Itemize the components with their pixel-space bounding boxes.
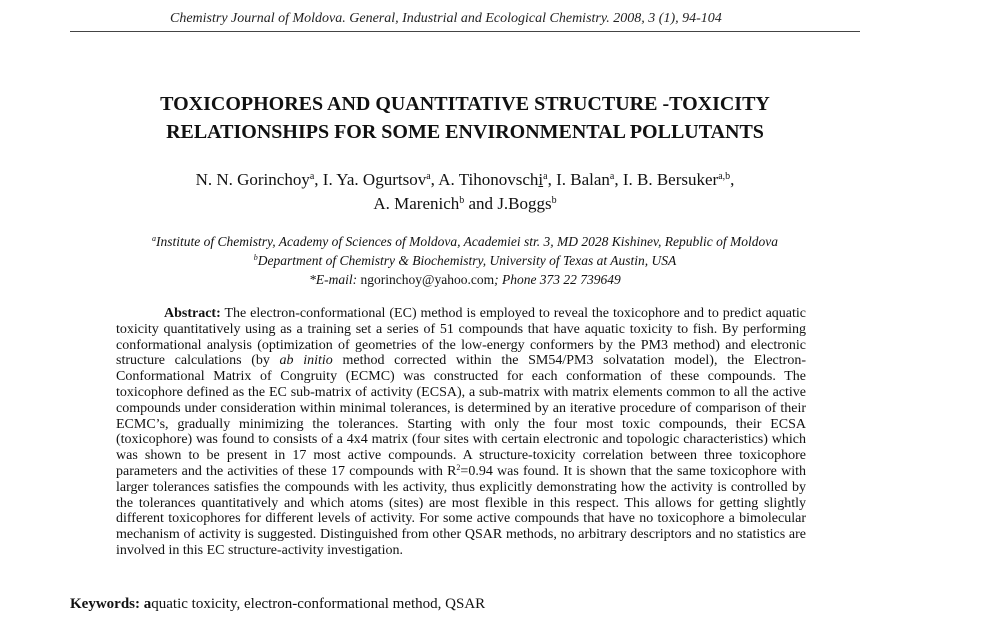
keywords — [70, 595, 860, 613]
affil-mark: b — [253, 253, 258, 262]
author-list — [70, 168, 860, 216]
abstract-text-2: method corrected within the SM54/PM3 solvatation model), the Electron-Conformational Matrix of Congruity (ECMC) was constructed for each conformation of these compounds. The toxicophore defined as the EC sub-matrix of activity (ECSA), a sub-matrix with matrix elements common to all the active compounds under consideration within minimal tolerances, is determined by an iterative procedure of comparison of their ECMC’s, gradually minimizing the tolerances. Starting with only the four most toxic compounds, their ECSA (toxicophore) was found to consists of a 4x4 matrix (four sites with certain electronic and topologic characteristics) which was shown to be present in 17 most active compounds. A structure-toxicity correlation between three toxicophore parameters and the activities of these 17 compounds with R — [116, 353, 806, 479]
author-line-2 — [70, 192, 860, 216]
author-affil-mark: b — [551, 195, 557, 206]
paper-title — [70, 90, 860, 146]
author-affil-mark: a — [609, 171, 615, 182]
author-separator: , — [614, 170, 623, 189]
abstract-label: Abstract: — [164, 306, 221, 321]
affil-text: Department of Chemistry & Biochemistry, University of Texas at Austin, USA — [257, 253, 677, 268]
author-separator: and — [464, 194, 498, 213]
author-name: I. Balan — [556, 170, 610, 189]
affil-mark: a — [151, 234, 156, 243]
affiliation-a — [70, 232, 860, 251]
abstract-italic: ab initio — [279, 353, 333, 369]
author-line-1: N. N. Gorinchoy$^a$, I. Ya. Ogurtsov$^a$, A. Tihonovschi$^a$, I. Balan$^a$, I. B. Bersuker$^{a,b}$, — [195, 170, 735, 189]
author-separator: , — [547, 170, 557, 189]
author-name: A. Marenich — [373, 194, 460, 213]
keywords-label: Keywords: a — [70, 596, 152, 612]
abstract-superscript: 2 — [456, 462, 461, 472]
abstract-text-1: The electron-conformational (EC) method is employed to reveal the toxicophore and to predict aquatic toxicity quantitatively using as a training set a series of 51 compounds that have aquatic toxicity to fish. By performing conformational analysis (optimization of geometries of the low-energy conformers by the PM3 method) and electronic structure calculations (by — [116, 306, 806, 369]
author-name: I. Ya. Ogurtsov — [322, 170, 427, 189]
author-affil-mark: a — [309, 171, 315, 182]
author-separator: , — [314, 170, 323, 189]
author-name: I. B. Bersuker — [622, 170, 719, 189]
email-label: *E-mail: — [309, 272, 361, 287]
abstract — [116, 306, 806, 559]
email-link[interactable]: ngorinchoy@yahoo.com — [360, 272, 495, 287]
keywords-text: quatic toxicity, electron-conformational method, QSAR — [151, 596, 486, 612]
affil-text: Institute of Chemistry, Academy of Sciences of Moldova, Academiei str. 3, MD 2028 Kishinev, Republic of Moldova — [155, 234, 778, 249]
contact-line — [70, 270, 860, 289]
author-name-underlined: i — [538, 170, 544, 189]
affiliations — [70, 232, 860, 289]
author-affil-mark: b — [459, 195, 465, 206]
phone-text: ; Phone 373 22 739649 — [494, 272, 621, 287]
abstract-text-3: =0.94 was found. It is shown that the same toxicophore with larger tolerances satisfies the compounds with les activity, thus explicitly demonstrating how the activity is controlled by the tolerances quantitatively and which atoms (sites) are most flexible in this respect. This allows for getting slightly different toxicophores for different levels of activity. For some active compounds that have no toxicophore a bimolecular mechanism of activity is suggested. Distinguished from other QSAR methods, no arbitrary descriptors and no statistics are involved in this EC structure-activity investigation. — [116, 463, 806, 558]
author-affil-mark: a — [543, 171, 548, 182]
author-name — [438, 170, 543, 189]
header-rule — [70, 31, 860, 32]
journal-header: Chemistry Journal of Moldova. General, Industrial and Ecological Chemistry. 2008, 3 (1), 94-104 — [170, 11, 722, 26]
author-name: J.Boggs — [497, 194, 552, 213]
author-affil-mark: a — [426, 171, 431, 182]
author-separator: , — [430, 170, 439, 189]
title-line-1: TOXICOPHORES AND QUANTITATIVE STRUCTURE -TOXICITY — [160, 93, 770, 115]
affiliation-b — [70, 251, 860, 270]
title-line-2: RELATIONSHIPS FOR SOME ENVIRONMENTAL POLLUTANTS — [166, 121, 764, 143]
author-name: N. N. Gorinchoy — [195, 170, 310, 189]
author-name-main: A. Tihonovsch — [438, 170, 539, 189]
author-affil-mark: a,b — [718, 171, 731, 182]
